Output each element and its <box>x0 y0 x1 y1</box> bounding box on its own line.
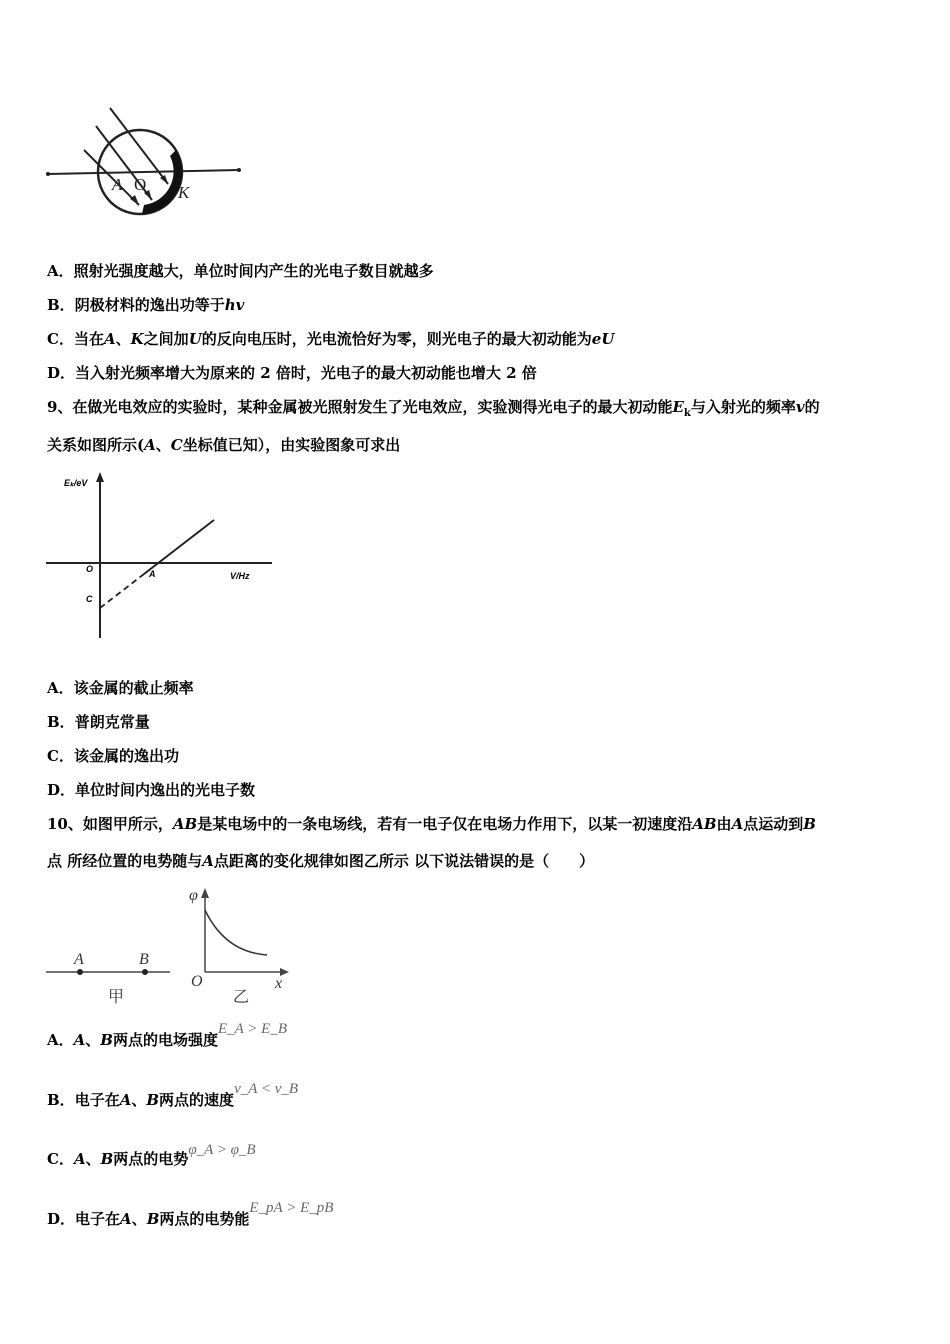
stem-text: 的 <box>804 398 820 416</box>
separator: 、 <box>155 436 171 454</box>
var-b: B <box>803 815 816 833</box>
option-letter: C． <box>47 1150 74 1168</box>
option-text: 当入射光频率增大为原来的 2 倍时，光电子的最大初动能也增大 2 倍 <box>75 364 537 382</box>
option-letter: A． <box>47 262 74 280</box>
option-letter: C． <box>47 330 74 348</box>
y-axis-label: φ <box>189 887 198 904</box>
option-letter: D． <box>47 364 76 382</box>
var-u: U <box>188 330 202 348</box>
option-text: 两点的速度 <box>159 1091 235 1109</box>
q10-option-c <box>47 1142 256 1170</box>
option-text: 电子在 <box>75 1210 121 1228</box>
q10-option-b <box>47 1081 299 1111</box>
q10-option-a <box>47 1021 288 1051</box>
var-c: C <box>170 436 183 454</box>
origin-label: O <box>86 564 94 574</box>
option-letter: C． <box>47 747 74 765</box>
formula: v_A < v_B <box>234 1081 299 1097</box>
formula: φ_A > φ_B <box>188 1142 256 1158</box>
var-b: B <box>100 1031 113 1049</box>
option-text: 该金属的逸出功 <box>73 747 179 765</box>
option-text: 照射光强度越大，单位时间内产生的光电子数目就越多 <box>73 262 434 280</box>
var-ek-sub: k <box>683 408 691 419</box>
var-a: A <box>73 1150 86 1168</box>
stem-text: 9、在做光电效应的实验时，某种金属被光照射发生了光电效应，实验测得光电子的最大初动能 <box>47 398 673 416</box>
option-text: 电子在 <box>74 1091 120 1109</box>
option-letter: B． <box>47 296 75 314</box>
separator: 、 <box>85 1031 101 1049</box>
cathode-label: K <box>178 183 190 202</box>
var-ek: E <box>672 398 684 416</box>
potential-graph <box>185 880 295 1010</box>
point-a-label: A <box>74 951 84 968</box>
option-text: 阴极材料的逸出功等于 <box>74 296 225 314</box>
var-b: B <box>146 1210 160 1228</box>
q10-option-d <box>47 1200 334 1230</box>
center-label: O <box>134 175 147 194</box>
q9-option-a <box>47 678 194 698</box>
var-a: A <box>120 1210 132 1228</box>
option-text: 两点的电势能 <box>159 1210 250 1228</box>
var-a: A <box>73 1031 86 1049</box>
separator: 、 <box>115 330 131 348</box>
option-letter: A． <box>47 1031 74 1049</box>
var-k: K <box>130 330 144 348</box>
option-text: 两点的电势 <box>113 1150 189 1168</box>
origin-label: O <box>191 973 203 990</box>
stem-text: 坐标值已知），由实验图象可求出 <box>182 436 401 454</box>
separator: 、 <box>85 1150 101 1168</box>
option-text: 该金属的截止频率 <box>73 679 194 697</box>
q8-option-c <box>47 329 614 349</box>
var-b: B <box>100 1150 114 1168</box>
formula: E_pA > E_pB <box>249 1200 334 1216</box>
var-v: v <box>795 398 805 416</box>
ek-frequency-graph <box>44 470 279 642</box>
option-text: 普朗克常量 <box>74 713 150 731</box>
var-ab: AB <box>172 815 198 833</box>
x-axis-label: x <box>275 975 283 992</box>
point-b-label: B <box>139 951 149 968</box>
stem-text: 点 所经位置的电势随与 <box>47 852 203 870</box>
anode-label: A <box>112 175 123 194</box>
q9-option-c <box>47 746 179 766</box>
option-letter: A． <box>47 679 74 697</box>
option-text: 的反向电压时，光电流恰好为零，则光电子的最大初动能为 <box>201 330 592 348</box>
stem-text: 是某电场中的一条电场线，若有一电子仅在电场力作用下，以某一初速度沿 <box>197 815 693 833</box>
figure-caption: 甲 <box>108 987 125 1006</box>
separator: 、 <box>131 1091 147 1109</box>
var-a: A <box>103 330 116 348</box>
figure-caption: 乙 <box>233 987 250 1006</box>
q10-stem-line1 <box>47 814 816 834</box>
option-text: 两点的电场强度 <box>112 1031 218 1049</box>
option-text: 当在 <box>73 330 104 348</box>
option-letter: D． <box>47 781 76 799</box>
option-text: 单位时间内逸出的光电子数 <box>75 781 256 799</box>
q8-option-d <box>47 363 537 383</box>
option-text: 之间加 <box>143 330 189 348</box>
var-b: B <box>146 1091 160 1109</box>
q9-stem-line1 <box>47 397 820 424</box>
stem-text: 与入射光的频率 <box>690 398 796 416</box>
point-c-label: C <box>86 594 93 604</box>
q10-stem-line2 <box>47 851 594 871</box>
var-a: A <box>731 815 744 833</box>
option-letter: B． <box>47 713 75 731</box>
q8-option-b <box>47 295 244 315</box>
field-line-figure <box>44 940 174 1010</box>
q9-stem-line2 <box>47 435 400 455</box>
var-a: A <box>202 852 214 870</box>
point-a-label: A <box>149 569 156 579</box>
stem-text: 点运动到 <box>743 815 804 833</box>
phototube-figure <box>44 104 254 220</box>
formula: E_A > E_B <box>218 1021 288 1037</box>
var-eu: eU <box>591 330 615 348</box>
stem-text: 10、如图甲所示， <box>47 815 173 833</box>
q9-option-d <box>47 780 255 800</box>
var-a: A <box>119 1091 132 1109</box>
var-a: A <box>144 436 156 454</box>
q9-option-b <box>47 712 150 732</box>
separator: 、 <box>131 1210 147 1228</box>
option-var: hv <box>224 296 245 314</box>
y-axis-label: Eₖ/eV <box>64 478 88 488</box>
stem-text: 由 <box>716 815 732 833</box>
stem-text: 关系如图所示( <box>47 436 145 454</box>
option-letter: B． <box>47 1091 75 1109</box>
stem-text: 点距离的变化规律如图乙所示 以下说法错误的是（ ） <box>213 852 595 870</box>
q8-option-a <box>47 261 434 281</box>
option-letter: D． <box>47 1210 76 1228</box>
x-axis-label: V/Hz <box>230 571 250 581</box>
var-ab: AB <box>692 815 717 833</box>
